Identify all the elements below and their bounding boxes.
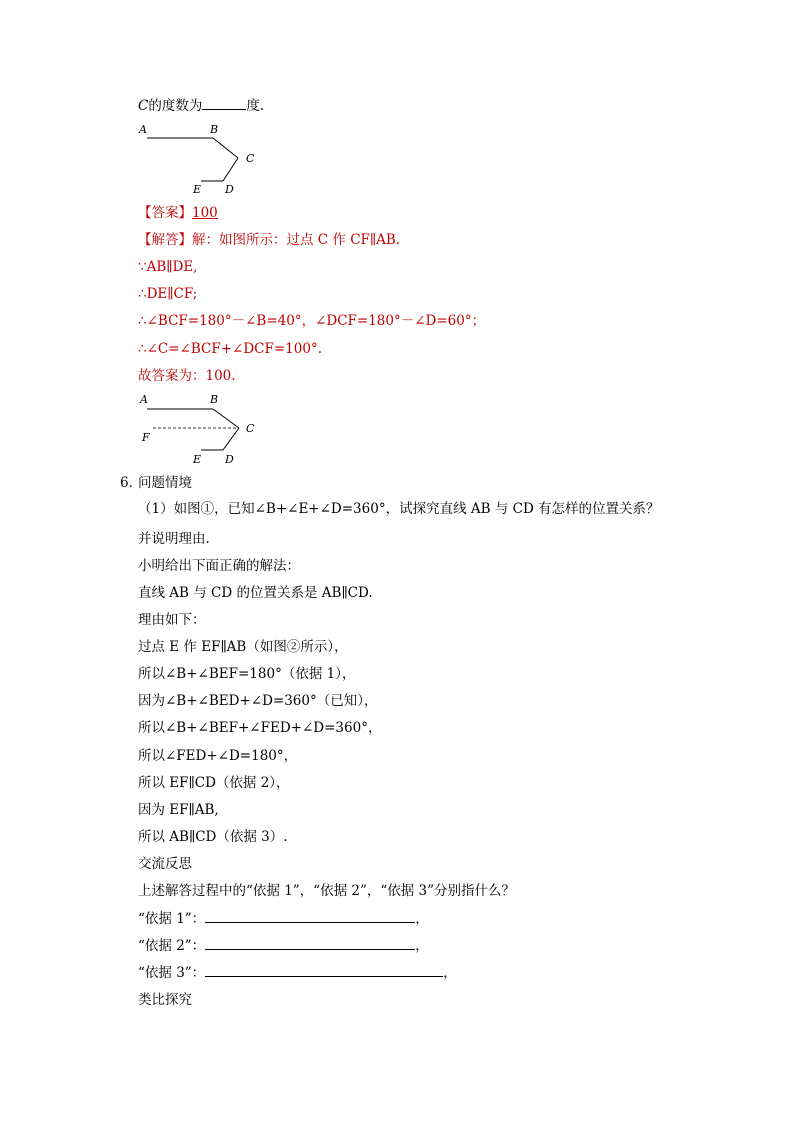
- q6-line-12: 所以 EF∥CD（依据 2），: [138, 775, 290, 791]
- q6-line-16: 上述解答过程中的“依据 1”，“依据 2”，“依据 3”分别指什么？: [138, 883, 516, 899]
- basis-3-end: ，: [443, 965, 457, 981]
- answer-line: [138, 204, 218, 222]
- basis-2-label: “依据 2”：: [138, 938, 206, 954]
- solution-line-2: ∵AB∥DE,: [138, 259, 198, 275]
- q6-line-14: 所以 AB∥CD（依据 3）.: [138, 829, 288, 845]
- fig1-label-a: A: [139, 123, 147, 136]
- fig2-label-f: F: [142, 431, 150, 444]
- figure-2: [135, 388, 265, 470]
- q6-line-4: 小明给出下面正确的解法：: [138, 558, 300, 574]
- solution-tag: 【解答】: [138, 232, 192, 248]
- basis-1-blank[interactable]: [205, 909, 415, 923]
- fig2-label-a: A: [140, 393, 148, 406]
- q6-line-13: 因为 EF∥AB,: [138, 802, 219, 818]
- point-c-label: C: [138, 98, 149, 114]
- figure-1: [135, 118, 265, 198]
- answer-tag: 【答案】: [138, 205, 192, 221]
- q6-line-8: 所以∠B+∠BEF=180°（依据 1），: [138, 666, 356, 682]
- fig1-label-c: C: [246, 152, 255, 165]
- fig1-label-d: D: [225, 183, 234, 196]
- q6-line-11: 所以∠FED+∠D=180°，: [138, 748, 298, 764]
- basis-3-line: [138, 963, 457, 982]
- question-tail-line: [138, 96, 264, 115]
- basis-2-line: [138, 936, 429, 955]
- q6-line-15: 交流反思: [138, 856, 192, 872]
- solution-line-1: [138, 231, 400, 249]
- basis-1-end: ，: [415, 911, 429, 927]
- basis-1-label: “依据 1”：: [138, 911, 206, 927]
- question-number: 6．: [120, 475, 143, 491]
- fig1-label-b: B: [210, 123, 219, 136]
- fig2-label-c: C: [246, 422, 255, 435]
- analogy-heading: 类比探究: [138, 992, 192, 1008]
- basis-2-blank[interactable]: [205, 936, 415, 950]
- solution-line-5: ∴∠C=∠BCF+∠DCF=100°.: [138, 341, 322, 357]
- solution-line-3: ∴DE∥CF;: [138, 286, 198, 302]
- q6-line-6: 理由如下：: [138, 612, 206, 628]
- q6-line-2: （1）如图①，已知∠B+∠E+∠D=360°，试探究直线 AB 与 CD 有怎样的位置关系？: [138, 501, 660, 517]
- basis-3-label: “依据 3”：: [138, 965, 206, 981]
- q6-line-5: 直线 AB 与 CD 的位置关系是 AB∥CD.: [138, 585, 373, 601]
- basis-3-blank[interactable]: [205, 963, 443, 977]
- fig1-label-e: E: [193, 183, 202, 196]
- solution-line-4: ∴∠BCF=180°－∠B=40°，∠DCF=180°－∠D=60°；: [138, 313, 486, 329]
- question-tail-text-a: 的度数为: [148, 98, 203, 114]
- q6-line-7: 过点 E 作 EF∥AB（如图②所示），: [138, 639, 348, 655]
- fig2-label-e: E: [193, 453, 202, 466]
- answer-blank: [202, 96, 246, 110]
- q6-line-9: 因为∠B+∠BED+∠D=360°（已知），: [138, 693, 378, 709]
- solution-line-6: 故答案为：100.: [138, 368, 236, 384]
- q6-line-10: 所以∠B+∠BEF+∠FED+∠D=360°，: [138, 720, 382, 736]
- basis-1-line: [138, 909, 429, 928]
- fig2-label-d: D: [225, 453, 234, 466]
- fig2-label-b: B: [210, 393, 219, 406]
- q6-line-1: 问题情境: [138, 475, 192, 491]
- q6-line-3: 并说明理由.: [138, 531, 210, 547]
- solution-text-1: 解：如图所示：过点 C 作 CF∥AB.: [192, 232, 401, 248]
- answer-value: 100: [192, 205, 218, 221]
- basis-2-end: ，: [415, 938, 429, 954]
- question-tail-text-b: 度.: [246, 98, 265, 114]
